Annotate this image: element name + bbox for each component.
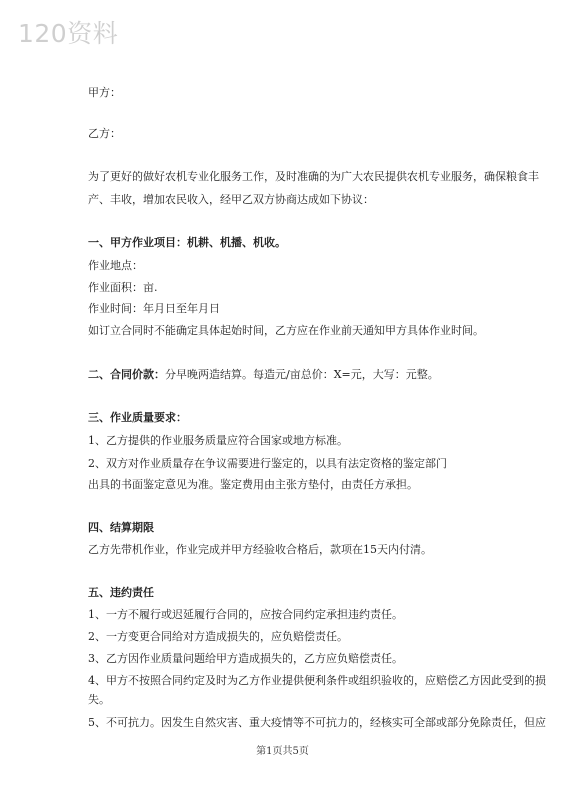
section-2-title: 二、合同价款： xyxy=(88,368,165,381)
quality-item-2-line-2: 出具的书面鉴定意见为准。鉴定费用由主张方垫付，由责任方承担。 xyxy=(88,478,418,491)
liability-item-5: 5、不可抗力。因发生自然灾害、重大疫情等不可抗力的，经核实可全部或部分免除责任，但应 xyxy=(88,716,546,729)
party-a-label: 甲方： xyxy=(88,86,121,99)
liability-item-4-line-2: 失。 xyxy=(88,693,110,706)
section-5-heading: 五、违约责任 xyxy=(88,586,154,599)
intro-paragraph-line-2: 产、丰收，增加农民收入，经甲乙双方协商达成如下协议： xyxy=(88,193,374,206)
liability-item-3: 3、乙方因作业质量问题给甲方造成损失的，乙方应负赔偿责任。 xyxy=(88,652,403,665)
section-3-heading: 三、作业质量要求： xyxy=(88,411,187,424)
section-4-heading: 四、结算期限 xyxy=(88,521,154,534)
liability-item-4-line-1: 4、甲方不按照合同约定及时为乙方作业提供便利条件或组织验收的，应赔偿乙方因此受到的损 xyxy=(88,674,546,687)
section-2-heading xyxy=(88,368,439,382)
section-2-text: 分早晚两造结算。每造元/亩总价：X=元，大写：元整。 xyxy=(165,368,439,381)
page-number: 第1页共5页 xyxy=(256,746,309,757)
liability-item-2: 2、一方变更合同给对方造成损失的，应负赔偿责任。 xyxy=(88,630,348,643)
work-area: 作业面积：亩. xyxy=(88,281,158,294)
work-time: 作业时间：年月日至年月日 xyxy=(88,302,220,315)
settlement-text: 乙方先带机作业，作业完成并甲方经验收合格后，款项在15天内付清。 xyxy=(88,543,432,556)
intro-paragraph-line-1: 为了更好的做好农机专业化服务工作，及时准确的为广大农民提供农机专业服务，确保粮食丰 xyxy=(88,170,539,183)
liability-item-1: 1、一方不履行或迟延履行合同的，应按合同约定承担违约责任。 xyxy=(88,608,403,621)
work-location: 作业地点： xyxy=(88,259,143,272)
watermark: 120资料 xyxy=(18,19,119,48)
party-b-label: 乙方： xyxy=(88,127,121,140)
work-time-note: 如订立合同时不能确定具体起始时间，乙方应在作业前天通知甲方具体作业时间。 xyxy=(88,324,484,337)
section-1-heading: 一、甲方作业项目：机耕、机播、机收。 xyxy=(88,236,286,249)
quality-item-1: 1、乙方提供的作业服务质量应符合国家或地方标准。 xyxy=(88,434,348,447)
quality-item-2-line-1: 2、双方对作业质量存在争议需要进行鉴定的，以具有法定资格的鉴定部门 xyxy=(88,457,447,470)
